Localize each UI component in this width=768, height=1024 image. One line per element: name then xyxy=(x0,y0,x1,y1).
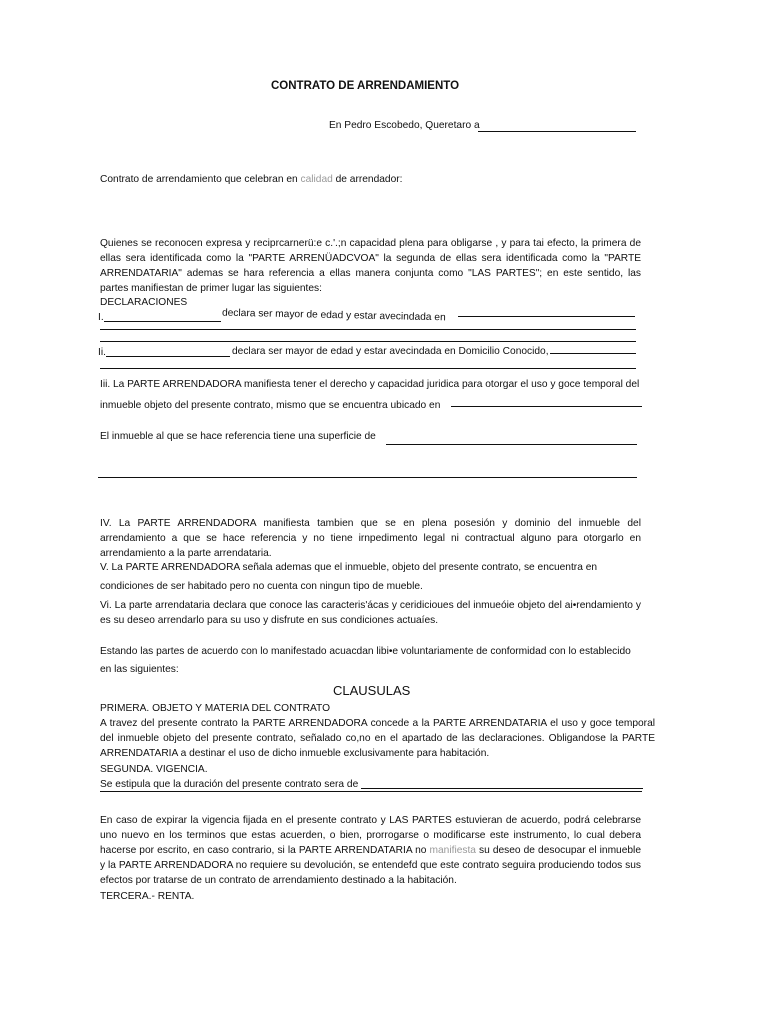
declaracion-ii-extra-line xyxy=(550,353,636,354)
declaracion-ii-number: Ii. xyxy=(98,347,106,358)
declaracion-ii-bottom-line xyxy=(100,368,636,369)
declaracion-ii-name-line xyxy=(106,356,230,357)
tercera-title: TERCERA.- RENTA. xyxy=(100,891,195,902)
declaracion-ii-text: declara ser mayor de edad y estar avecindada en Domicilio Conocido, xyxy=(232,346,549,357)
declaracion-ii-top-line xyxy=(100,341,636,342)
place-date-label: En Pedro Escobedo, Queretaro a xyxy=(329,120,480,131)
paragraph-quienes: Quienes se reconocen expresa y reciprcarnerü:e c.'.;n capacidad plena para obligarse , y para tai efecto, la primera de ellas sera identificada como la "PARTE ARRENÜADCVOA" la segunda de ellas sera identificada como la "PARTE ARRENDATARIA" ademas se hara referencia a ellas manera conjunta como "LAS PARTES"; en este sentido, las partes manifiestan de primer lugar las siguientes: xyxy=(100,238,641,294)
declaracion-v-line-2: condiciones de ser habitado pero no cuenta con ningun tipo de mueble. xyxy=(100,581,423,592)
declaracion-i-number: I. xyxy=(98,312,104,323)
declaraciones-heading: DECLARACIONES xyxy=(100,297,188,308)
document-title: CONTRATO DE ARRENDAMIENTO xyxy=(271,80,460,92)
clausulas-heading: CLAUSULAS xyxy=(333,683,411,698)
duracion-blank-line xyxy=(361,788,643,789)
intro-text-pre: Contrato de arrendamiento que celebran en xyxy=(100,174,301,185)
declaracion-i-name-line xyxy=(104,321,221,322)
primera-text: A travez del presente contrato la PARTE ARRENDADORA concede a la PARTE ARRENDATARIA el uso y goce temporal del inmueble objeto del presente contrato, señalado co,no en el apartado de las declaraciones. Obligandose la PARTE ARRENDATARIA a destinar el uso de dicho inmueble exclusivamente para habitación. xyxy=(100,718,655,759)
intro-faint-word: calidad xyxy=(300,174,333,185)
vigencia-paragraph xyxy=(100,813,641,888)
declaracion-v-line-1: V. La PARTE ARRENDADORA señala ademas que el inmueble, objeto del presente contrato, se encuentra en xyxy=(100,562,598,573)
intro-line xyxy=(100,172,402,187)
declaracion-i-text-inner: declara ser mayor de edad y estar avecindada en xyxy=(221,307,446,324)
declaracion-iii-line-1: Iii. La PARTE ARRENDADORA manifiesta tener el derecho y capacidad juridica para otorgar el uso y goce temporal del xyxy=(100,379,640,390)
vigencia-faint-word: manifiesta xyxy=(429,845,476,856)
estando-line-1: Estando las partes de acuerdo con lo manifestado acuacdan libi•e voluntariamente de conformidad con lo establecido xyxy=(100,646,631,657)
declaracion-i-line-2 xyxy=(100,329,636,330)
duracion-underline xyxy=(100,791,642,792)
superficie-extra-line xyxy=(98,477,637,478)
declaracion-vi: Vi. La parte arrendataria declara que conoce las caracteris'ácas y ceridicioues del inmueóie objeto del ai•rendamiento y es su deseo arrendarlo para su uso y disfrute en sus condiciones actuaíes. xyxy=(100,600,641,626)
declaracion-iii-line-2: inmueble objeto del presente contrato, mismo que se encuentra ubicado en xyxy=(100,400,441,411)
declaracion-i-address-line xyxy=(458,316,635,317)
vigencia-text-post: su deseo de desocupar el inmueble y la PARTE ARRENDADORA no requiere su devolución, se entendefd que este contrato seguira produciendo todos sus efectos por tratarse de un contrato de arrendamiento destinado a la habitación. xyxy=(100,845,641,886)
declaracion-iv: IV. La PARTE ARRENDADORA manifiesta tambien que se en plena posesión y dominio del inmueble del arrendamiento a que se hace referencia y no tiene irnpedimento legal ni contractual alguno para otorgarlo en arrendamiento a la parte arrendataria. xyxy=(100,518,641,559)
superficie-label: El inmueble al que se hace referencia tiene una superficie de xyxy=(100,431,376,442)
segunda-title: SEGUNDA. VIGENCIA. xyxy=(100,764,208,775)
primera-title: PRIMERA. OBJETO Y MATERIA DEL CONTRATO xyxy=(100,703,331,714)
estando-line-2: en las siguientes: xyxy=(100,664,179,675)
vigencia-text-pre: En caso de expirar la vigencia fijada en el presente contrato y LAS PARTES estuvieran de acuerdo, podrá celebrarse uno nuevo en los terminos que estas acuerden, o bien, prorrogarse o modificarse este instrumento, lo cual debera hacerse por escrito, en caso contrario, si la PARTE ARRENDATARIA no xyxy=(100,815,641,856)
ubicacion-blank-line xyxy=(451,406,642,407)
declaracion-i-text xyxy=(222,308,446,323)
date-blank-line xyxy=(478,131,636,132)
superficie-blank-line xyxy=(386,444,637,445)
segunda-text: Se estipula que la duración del presente contrato sera de xyxy=(100,779,359,790)
intro-text-post: de arrendador: xyxy=(332,174,403,185)
